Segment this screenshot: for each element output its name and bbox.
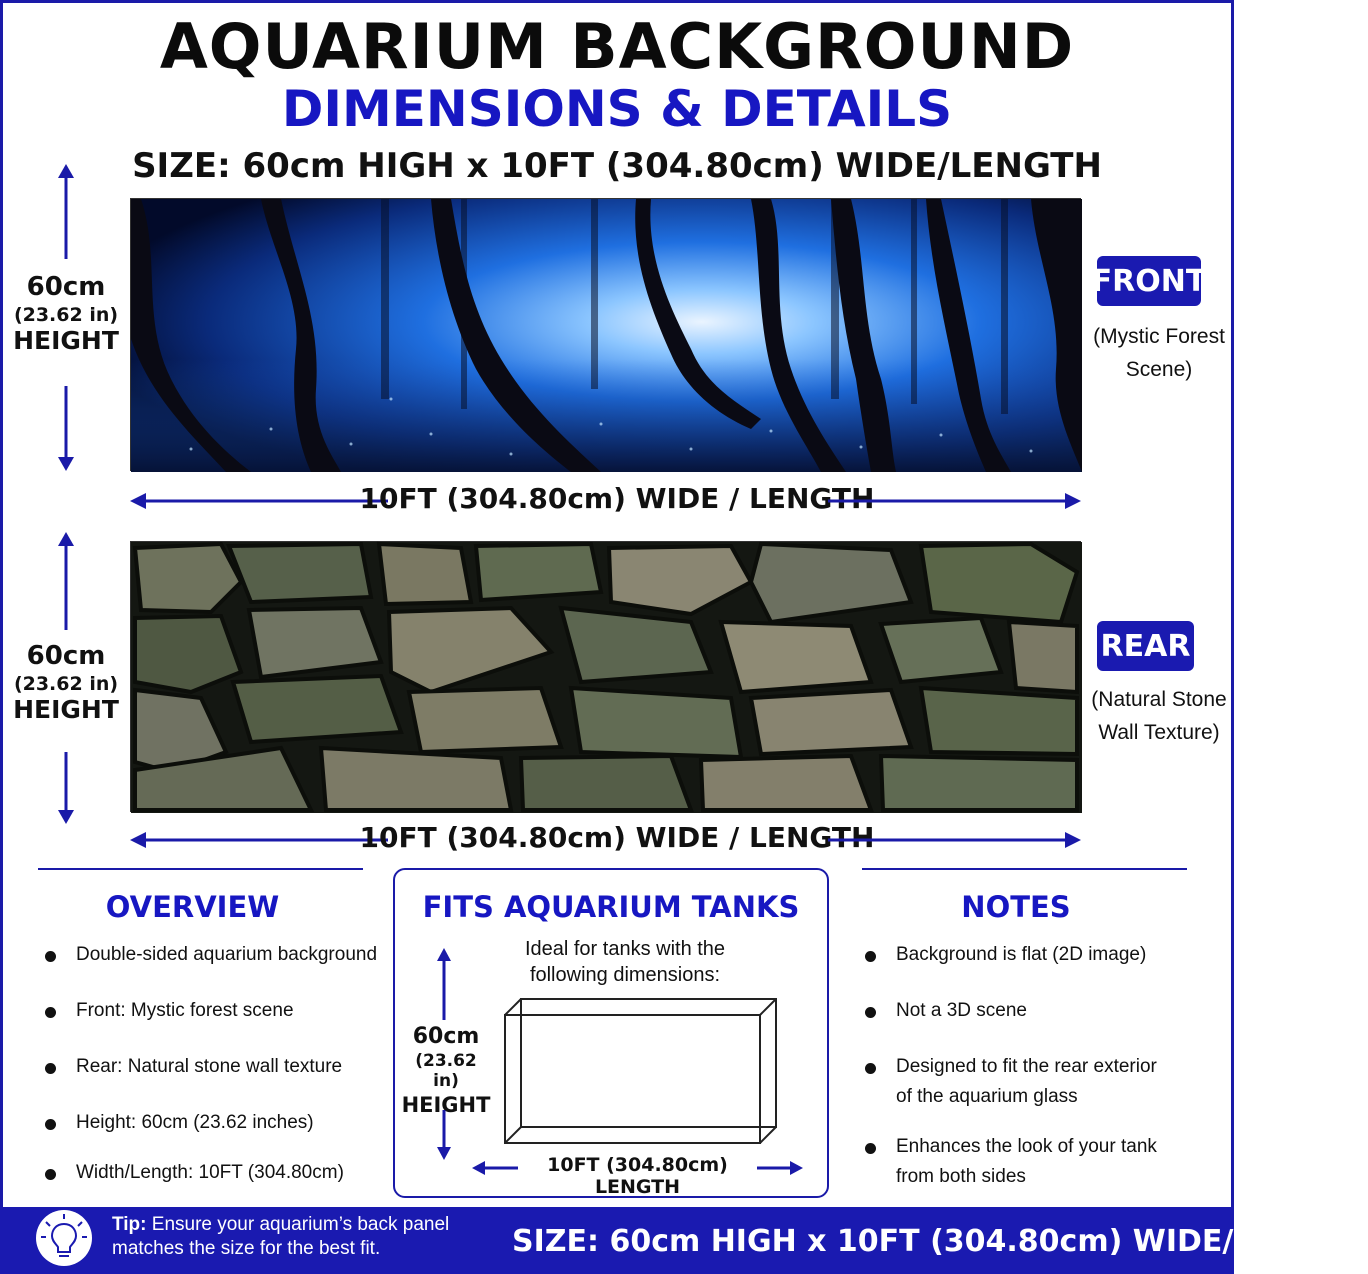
list-item <box>860 1132 1160 1192</box>
front-height-in: (23.62 in) <box>13 304 119 326</box>
tank-outline-icon <box>503 997 781 1147</box>
arrow-down-icon <box>436 1110 452 1160</box>
list-item-text: Rear: Natural stone wall texture <box>76 1056 343 1077</box>
arrow-right-icon <box>828 491 1081 511</box>
rear-height-word: HEIGHT <box>13 695 119 724</box>
arrow-left-icon <box>472 1159 518 1177</box>
arrow-right-icon <box>757 1159 803 1177</box>
list-item <box>40 1052 380 1082</box>
front-desc-line1: (Mystic Forest <box>1093 325 1225 348</box>
bullet-icon <box>45 1119 56 1130</box>
rear-tag: REAR <box>1097 621 1194 671</box>
front-height-word: HEIGHT <box>13 326 119 355</box>
arrow-down-icon <box>57 386 75 471</box>
front-description <box>1084 320 1234 386</box>
rear-width-label: 10FT (304.80cm) WIDE / LENGTH <box>359 821 875 854</box>
arrow-up-icon <box>57 532 75 630</box>
page-title: AQUARIUM BACKGROUND <box>159 10 1075 83</box>
arrow-down-icon <box>57 752 75 824</box>
rear-height-cm: 60cm <box>26 641 106 671</box>
notes-list <box>860 940 1190 1218</box>
list-item <box>860 940 1190 970</box>
list-item-text: Designed to fit the rear exterior of the aquarium glass <box>896 1056 1157 1107</box>
front-width-label: 10FT (304.80cm) WIDE / LENGTH <box>359 482 875 515</box>
bullet-icon <box>865 1143 876 1154</box>
bullet-icon <box>865 951 876 962</box>
tip-label: Tip: <box>112 1214 147 1235</box>
page-subtitle: DIMENSIONS & DETAILS <box>281 80 953 138</box>
list-item-text: Enhances the look of your tank from both sides <box>896 1136 1157 1187</box>
front-forest-image <box>130 198 1081 471</box>
fits-length-label: 10FT (304.80cm) LENGTH <box>547 1154 728 1198</box>
front-desc-line2: Scene) <box>1125 358 1193 381</box>
rear-height-in: (23.62 in) <box>13 673 119 695</box>
bullet-icon <box>865 1063 876 1074</box>
rear-desc-line2: Wall Texture) <box>1098 721 1220 744</box>
rear-description <box>1084 683 1234 749</box>
list-item-text: Background is flat (2D image) <box>896 944 1147 965</box>
notes-title: NOTES <box>961 890 1071 924</box>
fits-intro-line1: Ideal for tanks with the <box>524 938 726 960</box>
list-item-text: Double-sided aquarium background <box>76 944 378 965</box>
list-item-text: Front: Mystic forest scene <box>76 1000 294 1021</box>
size-footer: SIZE: 60cm HIGH x 10FT (304.80cm) WIDE/LENGTH <box>512 1224 1368 1259</box>
list-item <box>40 1158 380 1188</box>
fits-intro-line2: following dimensions: <box>529 964 721 986</box>
divider-right <box>862 868 1187 870</box>
bullet-icon <box>45 1169 56 1180</box>
bullet-icon <box>45 1007 56 1018</box>
fits-height-word: HEIGHT <box>401 1093 491 1117</box>
tip-body: Ensure your aquarium’s back panel matches the size for the best fit. <box>112 1214 450 1259</box>
list-item-text: Height: 60cm (23.62 inches) <box>76 1112 314 1133</box>
front-tag: FRONT <box>1097 256 1201 306</box>
list-item-text: Width/Length: 10FT (304.80cm) <box>76 1162 344 1183</box>
front-height-cm: 60cm <box>26 272 106 302</box>
divider-left <box>38 868 363 870</box>
list-item <box>860 1052 1160 1112</box>
front-height-label <box>0 272 132 355</box>
list-item <box>40 996 380 1026</box>
list-item <box>40 1108 380 1138</box>
arrow-right-icon <box>828 830 1081 850</box>
overview-list <box>40 940 380 1208</box>
tip-text <box>112 1213 492 1261</box>
fits-intro <box>395 936 855 988</box>
fits-height-cm: 60cm <box>412 1024 480 1049</box>
arrow-up-icon <box>57 164 75 259</box>
fits-height-in: (23.62 in) <box>415 1051 477 1091</box>
lightbulb-icon <box>36 1210 92 1266</box>
list-item-text: Not a 3D scene <box>896 1000 1027 1021</box>
bullet-icon <box>45 1063 56 1074</box>
fits-title: FITS AQUARIUM TANKS <box>422 890 800 924</box>
arrow-up-icon <box>436 948 452 1020</box>
list-item <box>40 940 380 970</box>
bullet-icon <box>865 1007 876 1018</box>
rear-desc-line1: (Natural Stone <box>1091 688 1227 711</box>
list-item <box>860 996 1190 1026</box>
size-heading: SIZE: 60cm HIGH x 10FT (304.80cm) WIDE/LENGTH <box>132 146 1102 186</box>
fits-height-label <box>400 1024 492 1117</box>
overview-title: OVERVIEW <box>105 890 280 924</box>
rear-stone-wall-image <box>130 541 1081 812</box>
rear-height-label <box>0 641 132 724</box>
bullet-icon <box>45 951 56 962</box>
